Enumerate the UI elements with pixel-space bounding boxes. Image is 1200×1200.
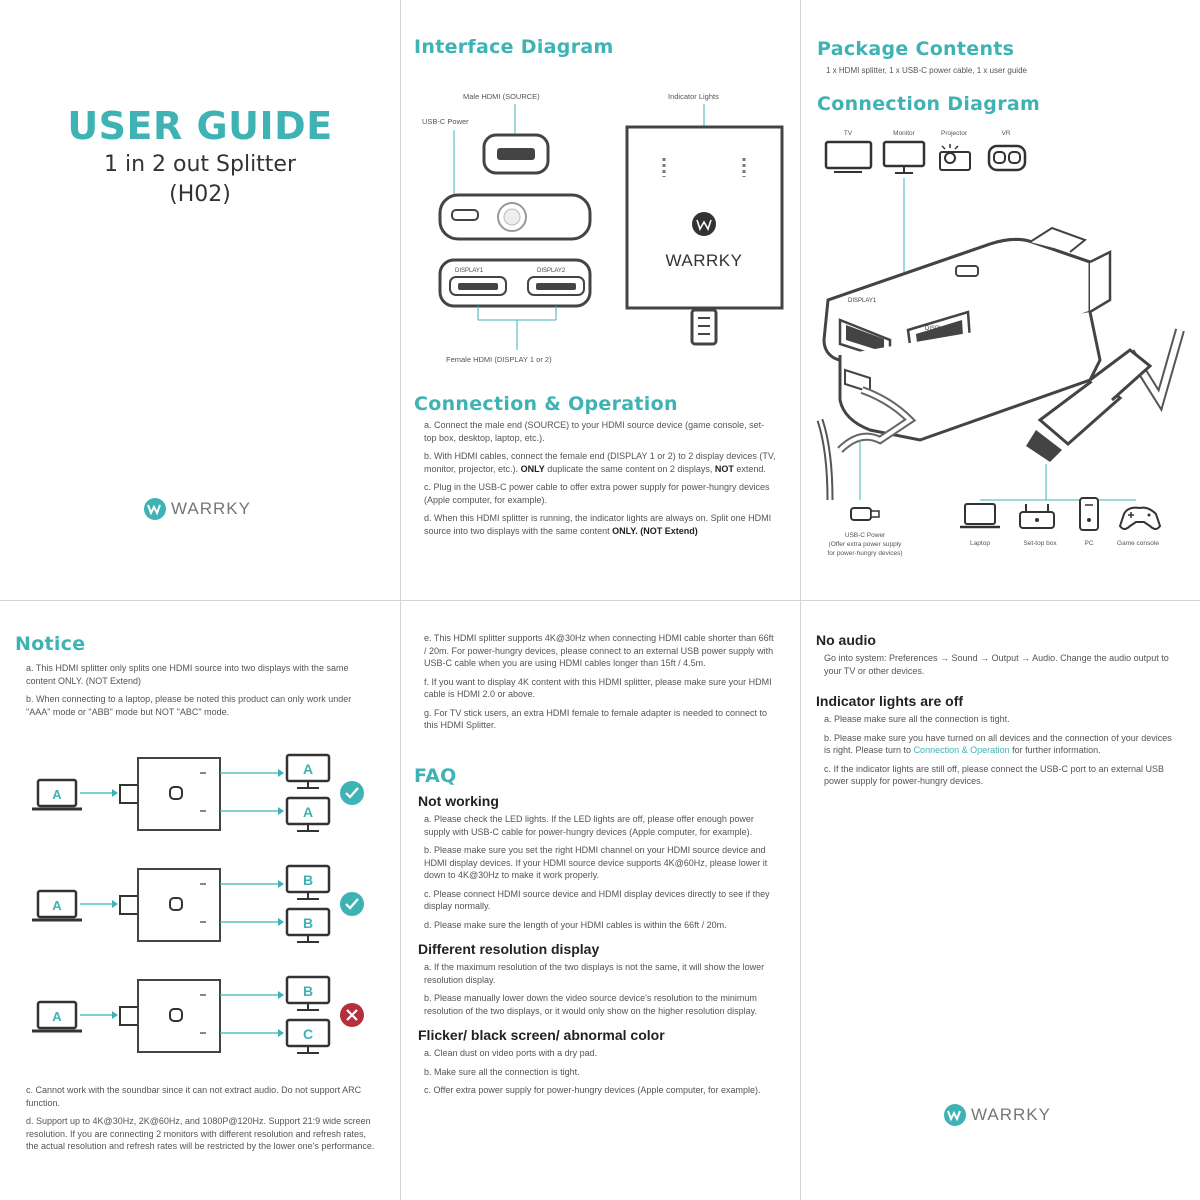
game-console-icon [1120,508,1160,529]
tv-label: TV [843,130,853,137]
faq-nw-a: a. Please check the LED lights. If the LED lights are off, please offer enough power supply with USB-C cable for power-hungry devices (Apple computer, for example). [424,814,754,837]
mode-row [32,977,364,1053]
notes-list [424,632,776,738]
device-brand: WARRKY [665,251,743,270]
faq-fl-b: b. Make sure all the connection is tight. [424,1066,580,1077]
source-letter: A [52,1009,62,1024]
indicator-off-a: a. Please make sure all the connection is tight. [824,714,1010,724]
vr-label: VR [1001,130,1011,137]
notice-top-list [26,662,378,724]
faq-not-working: Not working [418,793,499,809]
notice-item-a: a. This HDMI splitter only splits one HDMI source into two displays with the same content ONLY. (NOT Extend) [26,663,349,686]
notice-item-c: c. Cannot work with the soundbar since it can not extract audio. Do not support ARC function. [26,1085,362,1108]
settop-box-icon [1020,504,1054,528]
cover-subtitle: 1 in 2 out Splitter [103,152,297,177]
indicator-off-heading: Indicator lights are off [816,693,964,709]
brand-logo [943,1103,1051,1127]
output-letter-2: B [302,915,314,931]
notice-bottom-list [26,1084,378,1159]
tv-icon [826,142,871,168]
projector-label: Projector [940,130,968,137]
display1-label: DISPLAY1 [848,298,877,304]
notice-item-d: d. Support up to 4K@30Hz, 2K@60Hz, and 1080P@120Hz. Support 21:9 wide screen resolution. If you are connecting 2 monitors with different resolution and refresh rates, the actual resolution and refresh rates will be restricted by the lower one's performance. [26,1116,375,1151]
faq-heading: FAQ [414,765,457,787]
operation-step-d: d. When this HDMI splitter is running, the indicator lights are always on. Split one HDMI source into two displays with the same content ONLY. (NOT Extend) [424,513,772,536]
check-icon [340,892,364,916]
note-f: f. If you want to display 4K content with this HDMI splitter, please make sure your HDMI cable is HDMI 2.0 or above. [424,676,772,699]
faq-fl-c: c. Offer extra power supply for power-hungry devices (Apple computer, for example). [424,1085,761,1095]
mode-diagram [0,745,400,1075]
check-icon [340,781,364,805]
pc-icon [1080,498,1098,530]
warrky-logo-icon [692,212,716,236]
warrky-logo-icon [943,1103,967,1127]
faq-diff-res: Different resolution display [418,941,600,957]
warrky-logo-icon [143,497,167,521]
settop-label: Set-top box [1023,540,1057,547]
cover-title: USER GUIDE [67,104,333,148]
faq-panel [400,600,800,1200]
indicator-off-c: c. If the indicator lights are still off, please connect the USB-C port to an external USB power supply for power-hungry devices. [824,763,1165,786]
connection-operation-link[interactable]: Connection & Operation [913,745,1010,755]
source-letter: A [52,787,62,802]
output-letter-1: A [302,761,314,777]
faq-list [418,793,778,1103]
operation-heading: Connection & Operation [414,393,678,415]
connection-heading: Connection Diagram [817,93,1041,115]
interface-heading: Interface Diagram [414,36,614,58]
display2-label: DISPLAY2 [925,326,954,332]
port-display2-label: DISPLAY2 [537,268,566,274]
package-heading: Package Contents [817,38,1015,60]
laptop-icon [960,504,1000,527]
notice-item-b: b. When connecting to a laptop, please be noted this product can only work under "AAA" mode or "ABB" mode but NOT "ABC" mode. [26,694,352,717]
label-indicator-lights: Indicator Lights [668,92,719,101]
cover-model: (H02) [169,182,231,207]
note-e: e. This HDMI splitter supports 4K@30Hz when connecting HDMI cable shorter than 66ft / 20m. For power-hungry devices, please connect to an external USB power supply with USB-C cable when you are using HDMI cables longer than 15ft / 4.5m. [424,633,774,668]
source-letter: A [52,898,62,913]
interface-diagram [400,0,800,380]
note-g: g. For TV stick users, an extra HDMI female to female adapter is needed to connect to this HDMI Splitter. [424,707,767,730]
faq-nw-d: d. Please make sure the length of your HDMI cables is within the 66ft / 20m. [424,919,727,930]
usbc-power-note2: for power-hungry devices) [827,550,903,557]
brand-name: WARRKY [971,1105,1051,1124]
interface-panel [400,0,800,600]
monitor-label: Monitor [893,130,915,137]
operation-step-a: a. Connect the male end (SOURCE) to your HDMI source device (game console, set-top box, desktop, laptop, etc.). [424,420,765,443]
output-letter-2: A [302,804,314,820]
output-letter-1: B [302,872,314,888]
output-letter-2: C [302,1026,314,1042]
laptop-label: Laptop [970,540,990,547]
connection-diagram [800,0,1200,600]
mode-row [32,866,364,942]
faq-fl-a: a. Clean dust on video ports with a dry pad. [424,1048,598,1058]
label-usbc-power: USB-C Power [422,117,469,126]
mode-row [32,755,364,831]
brand-logo [143,497,251,521]
usbc-power-icon [851,508,879,520]
indicator-off-b: b. Please make sure you have turned on all devices and the connection of your devices is right. Please turn to Connection & Operation for further information. [824,732,1172,755]
notice-panel [0,600,400,1200]
faq-dr-b: b. Please manually lower down the video source device's resolution to the minimum resolution of the two displays, or it would only show on the higher resolution display. [424,993,758,1016]
cover-panel [0,0,400,600]
troubleshoot-list [816,632,1180,794]
brand-name: WARRKY [171,499,251,518]
projector-icon [940,144,970,170]
monitor-icon [884,142,924,166]
label-female-hdmi: Female HDMI (DISPLAY 1 or 2) [446,355,552,364]
connection-panel [800,0,1200,600]
usbc-power-label: USB-C Power [844,532,886,539]
faq-dr-a: a. If the maximum resolution of the two displays is not the same, it will show the lower resolution display. [424,962,765,985]
output-letter-1: B [302,983,314,999]
no-audio-text: Go into system: Preferences → Sound → Output → Audio. Change the audio output to your TV or other devices. [824,653,1169,676]
operation-step-b: b. With HDMI cables, connect the female end (DISPLAY 1 or 2) to 2 display devices (TV, monitor, projector, etc.). ONLY duplicate the same content on 2 displays, NOT extend. [424,451,776,474]
pc-label: PC [1084,540,1094,547]
no-audio-heading: No audio [816,632,876,648]
label-male-hdmi: Male HDMI (SOURCE) [463,92,540,101]
notice-heading: Notice [15,633,86,655]
operation-step-c: c. Plug in the USB-C power cable to offer extra power supply for power-hungry devices (Apple computer, for example). [424,482,770,505]
faq-nw-c: c. Please connect HDMI source device and HDMI display devices directly to see if they display normally. [424,888,770,911]
faq-flicker: Flicker/ black screen/ abnormal color [418,1027,665,1043]
troubleshoot-panel [800,600,1200,1200]
faq-nw-b: b. Please make sure you set the right HDMI channel on your HDMI source device and HDMI display devices. If your HDMI source device supports 4K@60Hz, please lower it down to 4K@30Hz to make it work properly. [424,845,768,880]
port-display1-label: DISPLAY1 [455,268,484,274]
package-text: 1 x HDMI splitter, 1 x USB-C power cable, 1 x user guide [826,66,1027,75]
console-label: Game console [1117,540,1159,547]
usbc-power-note1: (Offer extra power supply [828,541,902,548]
operation-list [424,419,776,543]
vr-icon [989,146,1025,170]
